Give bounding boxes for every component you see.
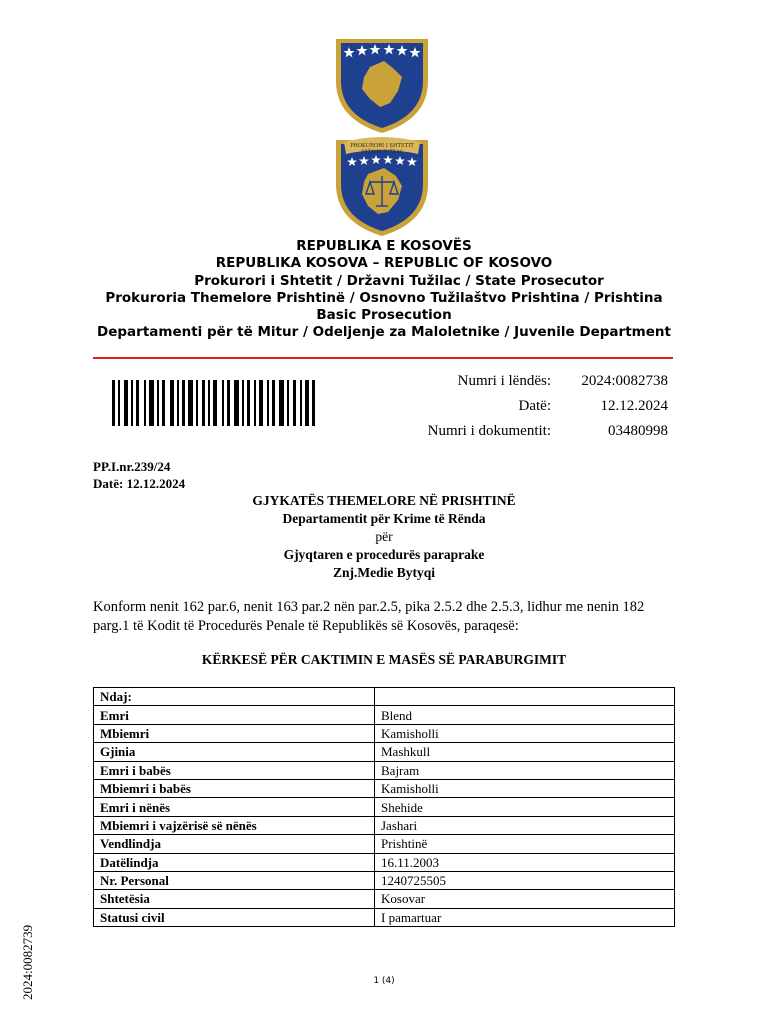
header-republic-multilingual: REPUBLIKA KOSOVA – REPUBLIC OF KOSOVO: [215, 255, 553, 271]
request-title: KËRKESË PËR CAKTIMIN E MASËS SË PARABURGIMIT: [201, 652, 567, 667]
document-number-value: 03480998: [608, 423, 668, 439]
table-row: [94, 871, 675, 889]
defendant-info-table: [93, 687, 675, 927]
date-value: 12.12.2024: [600, 398, 668, 414]
addressee-for: për: [375, 529, 393, 544]
document-number-label: Numri i dokumentit:: [427, 423, 551, 439]
table-row: [94, 908, 675, 926]
field-label: Statusi civil: [94, 908, 375, 926]
addressee-department: Departamentit për Krime të Rënda: [282, 511, 486, 526]
side-document-id: 2024:0082739: [20, 924, 35, 1000]
table-row: [94, 798, 675, 816]
seal-text-top: PROKURORI I SHTETIT: [350, 143, 414, 149]
legal-basis-paragraph: Konform nenit 162 par.6, nenit 163 par.2 nën par.2.5, pika 2.5.2 dhe 2.5.3, lidhur me nenin 182 parg.1 të Kodit të Procedurës Penale të Republikës së Kosovës, paraqesë:: [93, 599, 645, 634]
header-republic-albanian: REPUBLIKA E KOSOVËS: [296, 238, 472, 254]
table-row: [94, 853, 675, 871]
header-state-prosecutor: Prokurori i Shtetit / Državni Tužilac / State Prosecutor: [194, 273, 604, 289]
field-value: Kamisholli: [375, 724, 675, 742]
field-label: Datëlindja: [94, 853, 375, 871]
case-number-label: Numri i lëndës:: [457, 373, 551, 389]
table-row: [94, 688, 675, 706]
addressee-court: GJYKATËS THEMELORE NË PRISHTINË: [252, 493, 516, 508]
field-label: Emri: [94, 706, 375, 724]
field-value: Kosovar: [375, 890, 675, 908]
table-row: [94, 835, 675, 853]
state-prosecutor-seal: [332, 134, 432, 238]
header-divider: [93, 357, 673, 359]
barcode: [112, 380, 316, 426]
table-row: [94, 816, 675, 834]
table-row: [94, 706, 675, 724]
header-juvenile-department: Departamenti për të Mitur / Odeljenje za Maloletnike / Juvenile Department: [97, 324, 671, 340]
seal-text-bottom: DRŽAVNI TUŽILAC: [361, 149, 403, 154]
field-label: Mbiemri i vajzërisë së nënës: [94, 816, 375, 834]
field-value: 1240725505: [375, 871, 675, 889]
table-row: [94, 724, 675, 742]
field-value: Shehide: [375, 798, 675, 816]
case-number-value: 2024:0082738: [581, 373, 668, 389]
field-label: Vendlindja: [94, 835, 375, 853]
field-label: Mbiemri i babës: [94, 779, 375, 797]
addressee-judge-name: Znj.Medie Bytyqi: [332, 565, 435, 580]
field-label: Nr. Personal: [94, 871, 375, 889]
field-value: Blend: [375, 706, 675, 724]
field-value: Bajram: [375, 761, 675, 779]
reference-number: PP.I.nr.239/24: [93, 459, 171, 474]
field-label: Gjinia: [94, 743, 375, 761]
field-label: Emri i babës: [94, 761, 375, 779]
reference-date: Datë: 12.12.2024: [93, 476, 186, 491]
field-value: I pamartuar: [375, 908, 675, 926]
field-label: Emri i nënës: [94, 798, 375, 816]
field-value: [375, 688, 675, 706]
addressee-judge-role: Gjyqtaren e procedurës paraprake: [283, 547, 485, 562]
field-value: Kamisholli: [375, 779, 675, 797]
field-label: Ndaj:: [94, 688, 375, 706]
kosovo-coat-of-arms: [332, 33, 432, 135]
header-basic-prosecution-cont: Basic Prosecution: [316, 307, 452, 323]
table-row: [94, 743, 675, 761]
field-value: Prishtinë: [375, 835, 675, 853]
table-row: [94, 890, 675, 908]
field-value: Mashkull: [375, 743, 675, 761]
date-label: Datë:: [518, 398, 551, 414]
page-number: 1 (4): [373, 976, 395, 986]
table-row: [94, 779, 675, 797]
field-value: Jashari: [375, 816, 675, 834]
field-value: 16.11.2003: [375, 853, 675, 871]
table-row: [94, 761, 675, 779]
header-basic-prosecution: Prokuroria Themelore Prishtinë / Osnovno Tužilaštvo Prishtina / Prishtina: [105, 290, 663, 306]
field-label: Shtetësia: [94, 890, 375, 908]
field-label: Mbiemri: [94, 724, 375, 742]
